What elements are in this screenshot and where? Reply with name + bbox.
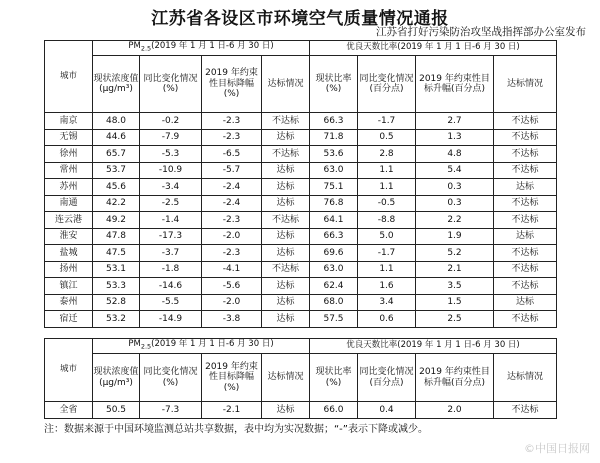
good-ratio-cell: 66.3 xyxy=(310,113,358,130)
good-ratio-cell: 63.0 xyxy=(310,162,358,179)
footnote: 注：数据来源于中国环境监测总站共享数据，表中均为实况数据；“-”表示下降或减少。 xyxy=(44,424,428,435)
good-ratio-cell: 57.5 xyxy=(310,311,358,328)
pm25-group-header xyxy=(93,41,310,56)
city-cell: 常州 xyxy=(45,162,93,179)
province-summary-table xyxy=(44,338,557,419)
good-target-cell: 2.0 xyxy=(416,402,494,419)
pm-value-cell: 42.2 xyxy=(93,195,140,212)
good-days-label: 优良天数比率 xyxy=(346,42,398,53)
pm-standard-cell: 不达标 xyxy=(262,212,310,229)
city-cell: 徐州 xyxy=(45,146,93,163)
good-ratio-cell: 63.0 xyxy=(310,261,358,278)
good-days-label: 优良天数比率 xyxy=(346,340,398,351)
good-ratio-cell: 69.6 xyxy=(310,245,358,262)
pm-concentration-header: 现状浓度值(μg/m³) xyxy=(93,56,140,113)
pm-standard-header: 达标情况 xyxy=(262,56,310,113)
city-cell: 盐城 xyxy=(45,245,93,262)
pm-value-cell: 53.2 xyxy=(93,311,140,328)
pm-target-cell: -2.1 xyxy=(202,402,262,419)
pm-target-cell: -4.1 xyxy=(202,261,262,278)
pm-change-cell: -5.3 xyxy=(140,146,202,163)
good-target-cell: 5.4 xyxy=(416,162,494,179)
good-ratio-cell: 62.4 xyxy=(310,278,358,295)
pm-change-cell: -7.9 xyxy=(140,129,202,146)
good-target-cell: 0.3 xyxy=(416,179,494,196)
good-change-cell: -1.7 xyxy=(358,245,416,262)
pm-change-cell: -14.6 xyxy=(140,278,202,295)
good-target-cell: 2.7 xyxy=(416,113,494,130)
pm-target-cell: -2.3 xyxy=(202,113,262,130)
city-column-header: 城市 xyxy=(45,41,93,113)
pm-target-cell: -2.0 xyxy=(202,228,262,245)
pm-change-cell: -0.2 xyxy=(140,113,202,130)
pm-standard-cell: 达标 xyxy=(262,228,310,245)
good-change-cell: 5.0 xyxy=(358,228,416,245)
pm-change-cell: -7.3 xyxy=(140,402,202,419)
pm25-group-header xyxy=(93,339,310,354)
table-row xyxy=(45,113,557,130)
good-ratio-cell: 64.1 xyxy=(310,212,358,229)
good-change-cell: 0.4 xyxy=(358,402,416,419)
good-target-header: 2019 年约束性目标升幅(百分点) xyxy=(416,56,494,113)
pm-change-cell: -10.9 xyxy=(140,162,202,179)
good-change-cell: 2.8 xyxy=(358,146,416,163)
pm-value-cell: 47.8 xyxy=(93,228,140,245)
good-standard-cell: 不达标 xyxy=(494,245,557,262)
pm25-label: $PM_{2.5}$ xyxy=(128,41,152,54)
table-row xyxy=(45,179,557,196)
pm-target-cell: -6.5 xyxy=(202,146,262,163)
city-cell: 无锡 xyxy=(45,129,93,146)
city-cell: 南通 xyxy=(45,195,93,212)
good-days-period: (2019 年 1 月 1 日-6 月 30 日) xyxy=(397,42,520,53)
good-standard-cell: 达标 xyxy=(494,228,557,245)
good-ratio-cell: 75.1 xyxy=(310,179,358,196)
good-change-cell: 1.1 xyxy=(358,261,416,278)
pm-standard-cell: 达标 xyxy=(262,162,310,179)
pm-value-cell: 53.3 xyxy=(93,278,140,295)
page-title: 江苏省各设区市环境空气质量情况通报 xyxy=(151,9,449,29)
good-standard-cell: 不达标 xyxy=(494,129,557,146)
good-change-header: 同比变化情况(百分点) xyxy=(358,354,416,402)
good-days-group-header xyxy=(310,41,557,56)
good-standard-cell: 不达标 xyxy=(494,146,557,163)
pm-value-cell: 44.6 xyxy=(93,129,140,146)
table-row xyxy=(45,195,557,212)
table-row xyxy=(45,212,557,229)
pm-value-cell: 53.7 xyxy=(93,162,140,179)
city-cell: 泰州 xyxy=(45,294,93,311)
pm-target-cell: -2.4 xyxy=(202,179,262,196)
pm-change-cell: -17.3 xyxy=(140,228,202,245)
city-cell: 扬州 xyxy=(45,261,93,278)
city-cell: 宿迁 xyxy=(45,311,93,328)
good-target-cell: 1.3 xyxy=(416,129,494,146)
good-change-cell: -8.8 xyxy=(358,212,416,229)
good-days-period: (2019 年 1 月 1 日-6 月 30 日) xyxy=(397,340,520,351)
good-change-cell: -1.7 xyxy=(358,113,416,130)
pm-standard-cell: 不达标 xyxy=(262,113,310,130)
good-ratio-header: 现状比率(%) xyxy=(310,56,358,113)
good-ratio-cell: 76.8 xyxy=(310,195,358,212)
pm-value-cell: 45.6 xyxy=(93,179,140,196)
good-target-cell: 3.5 xyxy=(416,278,494,295)
good-ratio-cell: 68.0 xyxy=(310,294,358,311)
city-cell: 全省 xyxy=(45,402,93,419)
pm-value-cell: 50.5 xyxy=(93,402,140,419)
pm25-period: (2019 年 1 月 1 日-6 月 30 日) xyxy=(151,41,274,52)
pm-change-cell: -14.9 xyxy=(140,311,202,328)
table-row xyxy=(45,146,557,163)
pm-standard-header: 达标情况 xyxy=(262,354,310,402)
good-change-header: 同比变化情况(百分点) xyxy=(358,56,416,113)
pm-target-cell: -3.8 xyxy=(202,311,262,328)
good-change-cell: 1.1 xyxy=(358,162,416,179)
good-change-cell: 1.6 xyxy=(358,278,416,295)
pm-standard-cell: 达标 xyxy=(262,179,310,196)
good-standard-header: 达标情况 xyxy=(494,56,557,113)
pm-value-cell: 48.0 xyxy=(93,113,140,130)
province-row xyxy=(45,402,557,419)
pm-value-cell: 65.7 xyxy=(93,146,140,163)
table-row xyxy=(45,278,557,295)
good-standard-cell: 不达标 xyxy=(494,162,557,179)
good-ratio-cell: 53.6 xyxy=(310,146,358,163)
city-column-header: 城市 xyxy=(45,339,93,402)
pm-target-cell: -2.0 xyxy=(202,294,262,311)
table-row xyxy=(45,162,557,179)
good-standard-cell: 不达标 xyxy=(494,278,557,295)
pm-target-cell: -5.6 xyxy=(202,278,262,295)
pm-standard-cell: 达标 xyxy=(262,402,310,419)
good-standard-cell: 不达标 xyxy=(494,261,557,278)
good-target-cell: 4.8 xyxy=(416,146,494,163)
pm-change-cell: -1.8 xyxy=(140,261,202,278)
good-change-cell: -0.5 xyxy=(358,195,416,212)
city-rows xyxy=(45,113,557,328)
table-row xyxy=(45,311,557,328)
good-target-cell: 0.3 xyxy=(416,195,494,212)
group-header-row xyxy=(45,339,557,354)
table-row xyxy=(45,261,557,278)
city-cell: 南京 xyxy=(45,113,93,130)
pm-standard-cell: 不达标 xyxy=(262,261,310,278)
pm-value-cell: 52.8 xyxy=(93,294,140,311)
city-cell: 淮安 xyxy=(45,228,93,245)
pm-change-header: 同比变化情况(%) xyxy=(140,354,202,402)
pm-target-cell: -2.3 xyxy=(202,129,262,146)
city-cell: 连云港 xyxy=(45,212,93,229)
pm-concentration-header: 现状浓度值(μg/m³) xyxy=(93,354,140,402)
good-ratio-cell: 66.3 xyxy=(310,228,358,245)
good-target-cell: 1.9 xyxy=(416,228,494,245)
watermark-logo: ©中国日报网 xyxy=(524,442,590,455)
pm-change-cell: -2.5 xyxy=(140,195,202,212)
pm-target-cell: -2.3 xyxy=(202,212,262,229)
good-target-cell: 5.2 xyxy=(416,245,494,262)
good-ratio-header: 现状比率(%) xyxy=(310,354,358,402)
good-change-cell: 1.1 xyxy=(358,179,416,196)
pm-change-cell: -3.4 xyxy=(140,179,202,196)
pm-target-cell: -5.7 xyxy=(202,162,262,179)
table-row xyxy=(45,228,557,245)
pm-standard-cell: 达标 xyxy=(262,294,310,311)
city-cell: 镇江 xyxy=(45,278,93,295)
good-target-header: 2019 年约束性目标升幅(百分点) xyxy=(416,354,494,402)
good-target-cell: 1.5 xyxy=(416,294,494,311)
good-days-group-header xyxy=(310,339,557,354)
good-standard-cell: 不达标 xyxy=(494,402,557,419)
table-row xyxy=(45,294,557,311)
sub-header-row xyxy=(45,354,557,402)
pm-change-header: 同比变化情况(%) xyxy=(140,56,202,113)
pm-standard-cell: 达标 xyxy=(262,278,310,295)
pm-change-cell: -5.5 xyxy=(140,294,202,311)
good-standard-cell: 不达标 xyxy=(494,212,557,229)
table-row xyxy=(45,129,557,146)
pm-standard-cell: 达标 xyxy=(262,129,310,146)
good-standard-cell: 不达标 xyxy=(494,195,557,212)
city-cell: 苏州 xyxy=(45,179,93,196)
good-ratio-cell: 71.8 xyxy=(310,129,358,146)
pm-standard-cell: 达标 xyxy=(262,245,310,262)
pm-target-header: 2019 年约束性目标降幅(%) xyxy=(202,354,262,402)
group-header-row xyxy=(45,41,557,56)
good-ratio-cell: 66.0 xyxy=(310,402,358,419)
good-change-cell: 0.5 xyxy=(358,129,416,146)
pm-value-cell: 53.1 xyxy=(93,261,140,278)
pm-target-header: 2019 年约束性目标降幅(%) xyxy=(202,56,262,113)
pm25-period: (2019 年 1 月 1 日-6 月 30 日) xyxy=(151,339,274,350)
good-target-cell: 2.1 xyxy=(416,261,494,278)
good-standard-cell: 不达标 xyxy=(494,311,557,328)
good-standard-cell: 达标 xyxy=(494,294,557,311)
city-air-quality-table xyxy=(44,40,557,328)
good-change-cell: 0.6 xyxy=(358,311,416,328)
pm-standard-cell: 达标 xyxy=(262,311,310,328)
publisher-line: 江苏省打好污染防治攻坚战指挥部办公室发布 xyxy=(376,26,586,38)
pm-value-cell: 49.2 xyxy=(93,212,140,229)
pm-value-cell: 47.5 xyxy=(93,245,140,262)
pm-target-cell: -2.4 xyxy=(202,195,262,212)
good-change-cell: 3.4 xyxy=(358,294,416,311)
pm-target-cell: -2.3 xyxy=(202,245,262,262)
good-target-cell: 2.2 xyxy=(416,212,494,229)
good-target-cell: 2.5 xyxy=(416,311,494,328)
pm-standard-cell: 不达标 xyxy=(262,146,310,163)
pm-change-cell: -3.7 xyxy=(140,245,202,262)
table-row xyxy=(45,245,557,262)
pm25-label: $PM_{2.5}$ xyxy=(128,339,152,352)
pm-change-cell: -1.4 xyxy=(140,212,202,229)
pm-standard-cell: 达标 xyxy=(262,195,310,212)
good-standard-cell: 达标 xyxy=(494,179,557,196)
good-standard-cell: 不达标 xyxy=(494,113,557,130)
sub-header-row xyxy=(45,56,557,113)
good-standard-header: 达标情况 xyxy=(494,354,557,402)
